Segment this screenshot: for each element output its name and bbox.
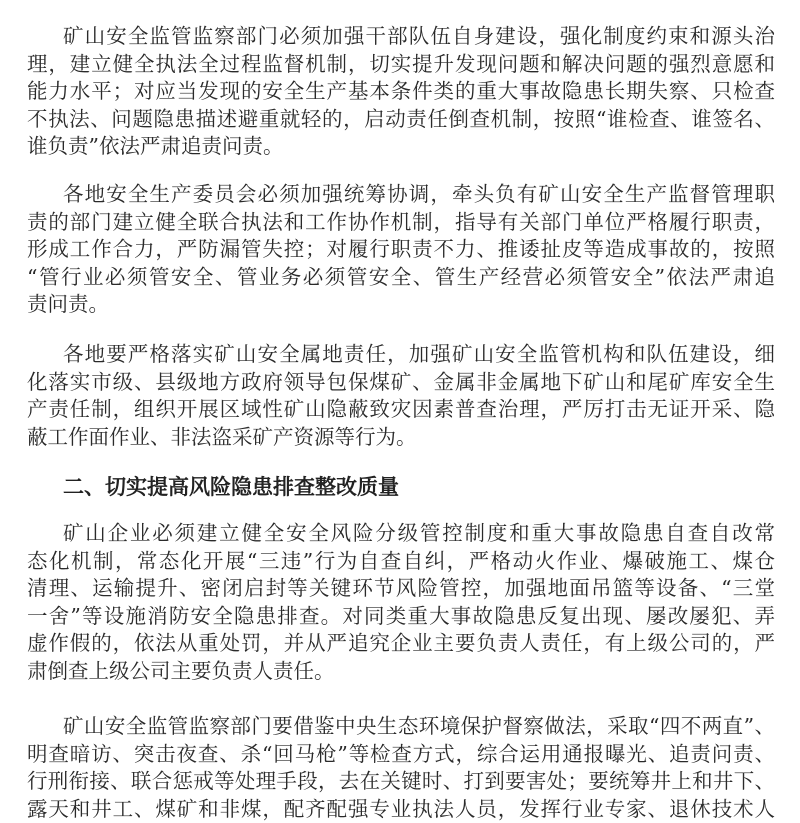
- text-line: 行刑衔接、联合惩戒等处理手段，去在关键时、打到要害处；要统筹井上和井下、: [27, 768, 775, 796]
- section-heading: 二、切实提高风险隐患排查整改质量: [63, 473, 399, 501]
- text-line: 肃倒查上级公司主要负责人责任。: [27, 658, 775, 686]
- paragraph-3: [27, 341, 775, 451]
- text-line: 矿山安全监管监察部门要借鉴中央生态环境保护督察做法，采取“四不两直”、: [27, 713, 775, 741]
- text-line: 责问责。: [27, 291, 775, 319]
- text-line: 一舍”等设施消防安全隐患排查。对同类重大事故隐患反复出现、屡改屡犯、弄: [27, 603, 775, 631]
- text-line: 形成工作合力，严防漏管失控；对履行职责不力、推诿扯皮等造成事故的，按照: [27, 236, 775, 264]
- text-line: 化落实市级、县级地方政府领导包保煤矿、金属非金属地下矿山和尾矿库安全生: [27, 369, 775, 397]
- text-line: 理，建立健全执法全过程监督机制，切实提升发现问题和解决问题的强烈意愿和: [27, 51, 775, 79]
- paragraph-2: [27, 181, 775, 319]
- text-line: 产责任制，组织开展区域性矿山隐蔽致灾因素普查治理，严厉打击无证开采、隐: [27, 396, 775, 424]
- text-line: 能力水平；对应当发现的安全生产基本条件类的重大事故隐患长期失察、只检查: [27, 78, 775, 106]
- text-line: 谁负责”依法严肃追责问责。: [27, 133, 775, 161]
- text-line: 各地安全生产委员会必须加强统筹协调，牵头负有矿山安全生产监督管理职: [27, 181, 775, 209]
- text-line: 清理、运输提升、密闭启封等关键环节风险管控，加强地面吊篮等设备、“三堂: [27, 575, 775, 603]
- text-line: 各地要严格落实矿山安全属地责任，加强矿山安全监管机构和队伍建设，细: [27, 341, 775, 369]
- text-line: 态化机制，常态化开展“三违”行为自查自纠，严格动火作业、爆破施工、煤仓: [27, 548, 775, 576]
- text-line: 不执法、问题隐患描述避重就轻的，启动责任倒查机制，按照“谁检查、谁签名、: [27, 106, 775, 134]
- text-line: 责的部门建立健全联合执法和工作协作机制，指导有关部门单位严格履行职责，: [27, 209, 775, 237]
- paragraph-4: [27, 520, 775, 685]
- text-line: 虚作假的，依法从重处罚，并从严追究企业主要负责人责任，有上级公司的，严: [27, 630, 775, 658]
- text-line: “管行业必须管安全、管业务必须管安全、管生产经营必须管安全”依法严肃追: [27, 264, 775, 292]
- text-line: 明查暗访、突击夜查、杀“回马枪”等检查方式，综合运用通报曝光、追责问责、: [27, 741, 775, 769]
- text-line: 蔽工作面作业、非法盗采矿产资源等行为。: [27, 424, 775, 452]
- text-line: 矿山企业必须建立健全安全风险分级管控制度和重大事故隐患自查自改常: [27, 520, 775, 548]
- text-line: 露天和井工、煤矿和非煤，配齐配强专业执法人员，发挥行业专家、退休技术人: [27, 796, 775, 823]
- paragraph-1: [27, 23, 775, 161]
- text-line: 矿山安全监管监察部门必须加强干部队伍自身建设，强化制度约束和源头治: [27, 23, 775, 51]
- paragraph-5: [27, 713, 775, 823]
